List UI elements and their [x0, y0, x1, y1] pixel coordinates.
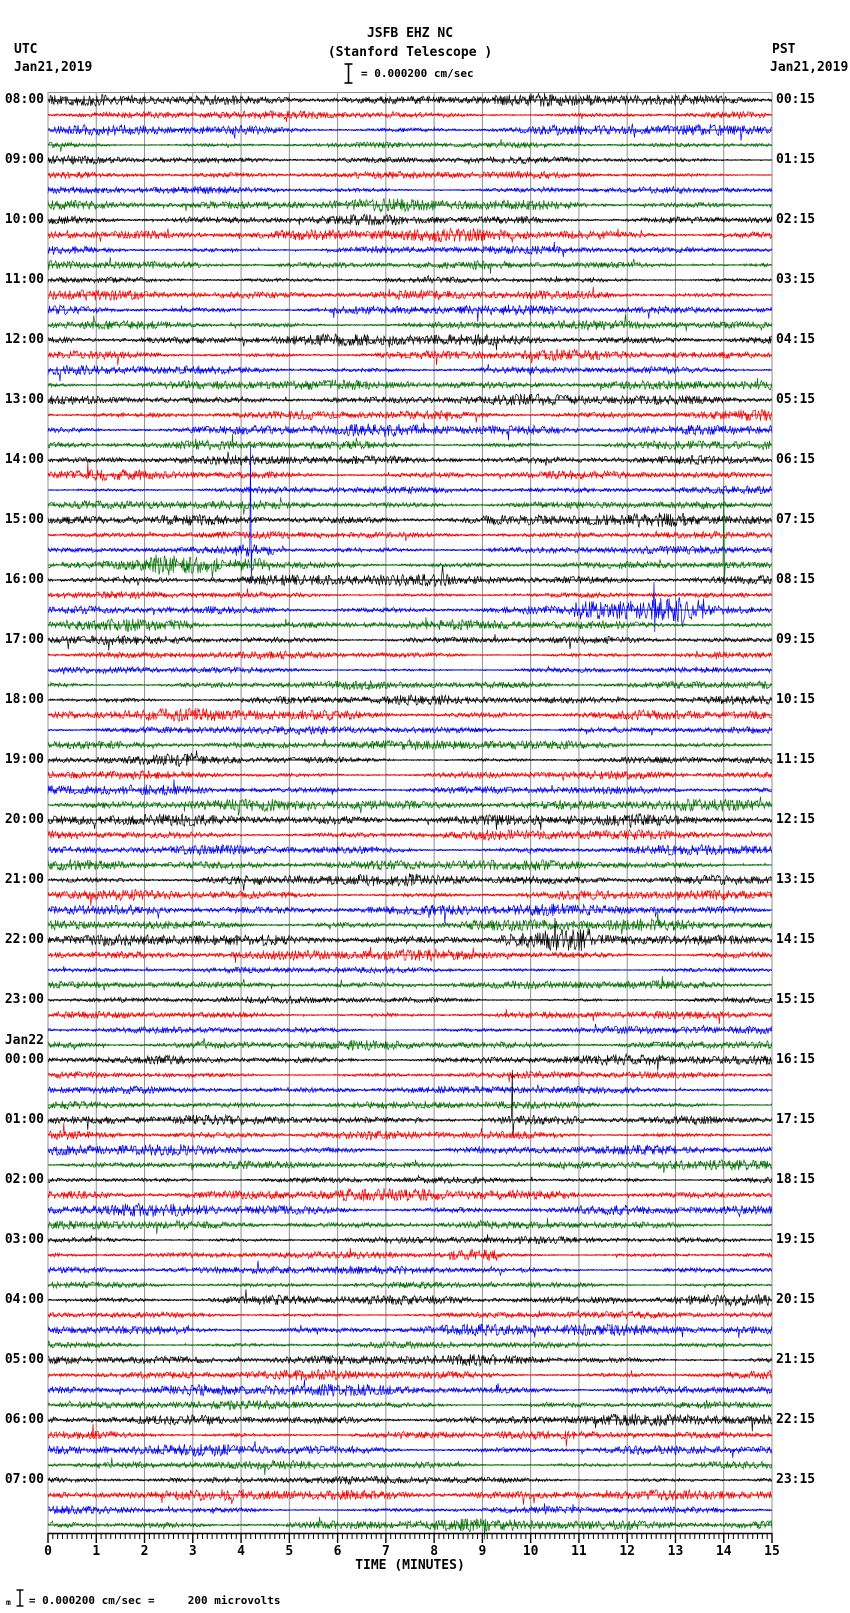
- seismic-trace-row-25: [48, 462, 772, 481]
- pst-hour-label: 12:15: [776, 812, 816, 827]
- utc-hour-label: 01:00: [4, 1112, 44, 1127]
- seismic-trace-row-64: [48, 1054, 772, 1070]
- pst-hour-label: 22:15: [776, 1412, 816, 1427]
- pst-hour-label: 05:15: [776, 392, 816, 407]
- utc-hour-label: 04:00: [4, 1292, 44, 1307]
- seismic-trace-row-86: [48, 1380, 772, 1397]
- seismic-trace-row-42: [48, 726, 772, 736]
- seismic-trace-row-43: [48, 739, 772, 750]
- utc-hour-label: 11:00: [4, 272, 44, 287]
- pst-hour-label: 19:15: [776, 1232, 816, 1247]
- x-axis-tick-label: 15: [764, 1544, 780, 1559]
- utc-hour-label: 00:00: [4, 1052, 44, 1067]
- seismic-trace-row-24: [48, 452, 772, 466]
- utc-hour-label: 17:00: [4, 632, 44, 647]
- seismic-trace-row-69: [48, 1123, 772, 1140]
- seismic-trace-row-88: [48, 1414, 772, 1432]
- left-date-label: Jan21,2019: [14, 60, 93, 75]
- seismic-trace-row-3: [48, 139, 772, 152]
- pst-hour-label: 07:15: [776, 512, 816, 527]
- seismic-trace-row-65: [48, 1071, 772, 1082]
- seismic-trace-row-46: [48, 779, 772, 795]
- pst-hour-label: 21:15: [776, 1352, 816, 1367]
- seismic-trace-row-14: [48, 305, 772, 322]
- seismic-trace-row-82: [48, 1324, 772, 1338]
- pst-hour-label: 18:15: [776, 1172, 816, 1187]
- pst-hour-label: 01:15: [776, 152, 816, 167]
- utc-hour-label: 05:00: [4, 1352, 44, 1367]
- utc-hour-label: 20:00: [4, 812, 44, 827]
- seismic-trace-row-29: [48, 531, 772, 541]
- utc-hour-label: 07:00: [4, 1472, 44, 1487]
- utc-hour-label: 21:00: [4, 872, 44, 887]
- seismic-trace-row-47: [48, 797, 772, 816]
- seismic-trace-row-52: [48, 874, 772, 891]
- seismic-trace-row-12: [48, 276, 772, 283]
- pst-hour-label: 06:15: [776, 452, 816, 467]
- station-name-title: (Stanford Telescope ): [327, 45, 493, 60]
- x-axis-tick-label: 11: [571, 1544, 587, 1559]
- left-timezone-label: UTC: [14, 42, 38, 57]
- seismic-trace-row-10: [48, 242, 772, 257]
- seismic-trace-row-37: [48, 651, 772, 660]
- right-timezone-label: PST: [772, 42, 796, 57]
- seismic-trace-row-48: [48, 814, 772, 830]
- seismic-trace-row-8: [48, 214, 772, 225]
- seismic-trace-row-23: [48, 434, 772, 450]
- seismic-trace-row-68: [48, 1070, 772, 1138]
- seismic-trace-row-66: [48, 1085, 772, 1094]
- utc-hour-label: 10:00: [4, 212, 44, 227]
- seismic-trace-row-13: [48, 287, 772, 301]
- seismic-trace-row-33: [48, 588, 772, 598]
- footer-tiny-glyph: m: [6, 1598, 11, 1607]
- x-axis-tick-label: 2: [140, 1544, 149, 1559]
- seismic-trace-row-94: [48, 1503, 772, 1514]
- seismic-trace-row-78: [48, 1261, 772, 1276]
- seismic-trace-row-55: [48, 912, 772, 934]
- x-axis-tick-label: 4: [237, 1544, 245, 1559]
- pst-hour-label: 03:15: [776, 272, 816, 287]
- x-axis-title: TIME (MINUTES): [355, 1558, 465, 1573]
- utc-hour-label: 16:00: [4, 572, 44, 587]
- x-axis-tick-label: 10: [522, 1544, 539, 1559]
- seismic-trace-row-32: [48, 566, 772, 586]
- x-axis-tick-label: 6: [333, 1544, 342, 1559]
- x-axis-tick-label: 7: [381, 1544, 390, 1559]
- day-break-label: Jan22: [4, 1033, 44, 1048]
- utc-hour-label: 15:00: [4, 512, 44, 527]
- pst-hour-label: 00:15: [776, 92, 816, 107]
- utc-hour-label: 08:00: [4, 92, 44, 107]
- seismic-trace-row-75: [48, 1218, 772, 1234]
- utc-hour-label: 09:00: [4, 152, 44, 167]
- amplitude-scale-legend: [344, 63, 474, 84]
- x-axis-tick-label: 9: [478, 1544, 487, 1559]
- seismic-trace-row-2: [48, 124, 772, 141]
- pst-hour-label: 23:15: [776, 1472, 816, 1487]
- seismic-trace-row-15: [48, 314, 772, 331]
- utc-hour-label: 12:00: [4, 332, 44, 347]
- seismic-trace-row-21: [48, 410, 772, 423]
- pst-hour-label: 16:15: [776, 1052, 816, 1067]
- utc-hour-label: 18:00: [4, 692, 44, 707]
- pst-hour-label: 04:15: [776, 332, 816, 347]
- seismic-trace-row-59: [48, 976, 772, 990]
- x-axis-tick-label: 8: [430, 1544, 439, 1559]
- pst-hour-label: 14:15: [776, 932, 816, 947]
- x-axis-tick-label: 12: [619, 1544, 636, 1559]
- seismic-trace-row-17: [48, 349, 772, 365]
- x-axis-tick-label: 5: [285, 1544, 294, 1559]
- seismic-trace-row-35: [48, 617, 772, 631]
- utc-hour-label: 14:00: [4, 452, 44, 467]
- seismic-trace-row-63: [48, 1038, 772, 1050]
- utc-hour-label: 13:00: [4, 392, 44, 407]
- x-axis-tick-label: 13: [667, 1544, 684, 1559]
- seismic-trace-row-80: [48, 1289, 772, 1306]
- helicorder-plot: [40, 92, 780, 1582]
- footer-scale-text: = 0.000200 cm/sec = 200 microvolts: [28, 1594, 281, 1607]
- seismic-trace-row-61: [48, 1009, 772, 1024]
- x-axis-tick-label: 0: [44, 1544, 52, 1559]
- utc-hour-label: 06:00: [4, 1412, 44, 1427]
- seismic-trace-row-72: [48, 1176, 772, 1184]
- utc-hour-label: 19:00: [4, 752, 44, 767]
- seismic-trace-row-93: [48, 1489, 772, 1505]
- scale-label: = 0.000200 cm/sec: [361, 67, 474, 80]
- seismic-trace-row-5: [48, 171, 772, 179]
- pst-hour-label: 10:15: [776, 692, 816, 707]
- seismic-trace-row-27: [48, 497, 772, 514]
- utc-hour-label: 03:00: [4, 1232, 44, 1247]
- station-code-title: JSFB EHZ NC: [366, 26, 454, 41]
- utc-hour-label: 02:00: [4, 1172, 44, 1187]
- right-date-label: Jan21,2019: [770, 60, 849, 75]
- pst-hour-label: 08:15: [776, 572, 816, 587]
- seismic-trace-row-36: [48, 634, 772, 651]
- seismic-trace-row-44: [48, 750, 772, 766]
- seismic-trace-row-62: [48, 1024, 772, 1034]
- pst-hour-label: 11:15: [776, 752, 816, 767]
- x-axis-tick-label: 3: [188, 1544, 197, 1559]
- pst-hour-label: 09:15: [776, 632, 816, 647]
- pst-hour-label: 17:15: [776, 1112, 816, 1127]
- x-axis-tick-label: 1: [92, 1544, 101, 1559]
- scale-ibeam-icon: [344, 63, 353, 84]
- pst-hour-label: 13:15: [776, 872, 816, 887]
- pst-hour-label: 02:15: [776, 212, 816, 227]
- seismic-trace-row-71: [48, 1160, 772, 1173]
- pst-hour-label: 20:15: [776, 1292, 816, 1307]
- pst-hour-label: 15:15: [776, 992, 816, 1007]
- seismic-trace-row-45: [48, 770, 772, 780]
- seismic-trace-row-54: [48, 904, 772, 923]
- footer-scale-legend: [6, 1589, 281, 1607]
- footer-ibeam-icon: [16, 1589, 24, 1607]
- seismic-trace-row-11: [48, 257, 772, 274]
- utc-hour-label: 23:00: [4, 992, 44, 1007]
- seismic-trace-row-19: [48, 378, 772, 391]
- seismic-trace-row-16: [48, 334, 772, 350]
- seismic-trace-row-76: [48, 1234, 772, 1244]
- utc-hour-label: 22:00: [4, 932, 44, 947]
- seismic-trace-row-18: [48, 364, 772, 381]
- seismic-trace-row-22: [48, 423, 772, 441]
- seismic-trace-row-53: [48, 890, 772, 906]
- seismic-trace-row-91: [48, 1458, 772, 1476]
- seismic-trace-row-1: [48, 111, 772, 123]
- x-axis-tick-label: 14: [715, 1544, 732, 1559]
